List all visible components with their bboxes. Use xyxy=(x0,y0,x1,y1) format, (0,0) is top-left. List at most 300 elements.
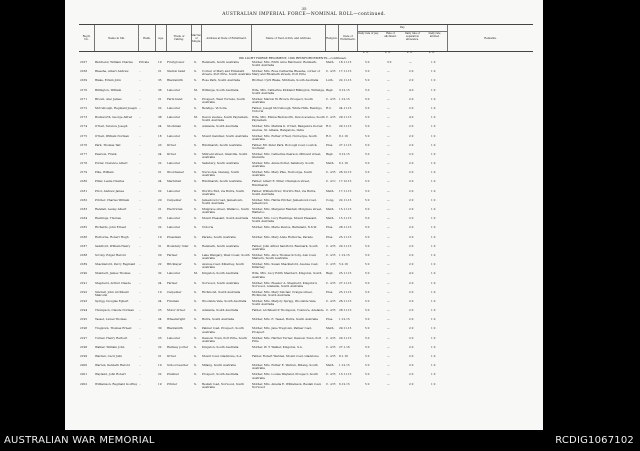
cell-rank: .. xyxy=(139,345,141,349)
cell-separation: 2 0 xyxy=(409,281,414,285)
cell-marital: S. xyxy=(194,106,197,110)
table-row xyxy=(79,291,533,300)
cell-pay-rate: 5 0 xyxy=(365,180,370,184)
cell-separation: 2 0 xyxy=(409,217,414,221)
cell-marital: M. xyxy=(194,88,198,92)
cell-allotment: — xyxy=(387,116,390,120)
cell-marital: S. xyxy=(194,281,197,285)
cell-allotted: 1 0 xyxy=(431,299,436,303)
cell-allotted: 1 0 xyxy=(431,373,436,377)
cell-regt-no: 2198 xyxy=(80,345,88,349)
cell-religion: C. of E. xyxy=(326,309,337,313)
cell-address: Hindmarsh, South Australia xyxy=(202,180,242,184)
cell-address: Jamestown road, Jamestown, South Australia xyxy=(202,198,244,206)
cell-trade: Farm hand xyxy=(167,97,183,101)
cell-trade: Fireman xyxy=(167,299,179,303)
cell-address: Bendigo, Victoria xyxy=(202,106,227,110)
cell-enlistment-date: 3.12.15 xyxy=(339,152,350,156)
cell-next-of-kin: Father, Joseph McCullough, White Hills, Bendigo, Victoria xyxy=(252,106,323,114)
cell-separation: 2 0 xyxy=(409,143,414,147)
cell-allotted: 1 0 xyxy=(431,290,436,294)
cell-marital: S. xyxy=(194,373,197,377)
cell-age: 24 xyxy=(158,281,162,285)
cell-allotment: — xyxy=(387,281,390,285)
cell-marital: S. xyxy=(194,336,197,340)
cell-allotment: — xyxy=(387,217,390,221)
cell-pay-rate: 5 0 xyxy=(365,272,370,276)
cell-regt-no: 2185 xyxy=(80,226,88,230)
cell-pay-rate: 5 0 xyxy=(365,364,370,368)
cell-rank: .. xyxy=(139,116,141,120)
header-religion: Religion. xyxy=(325,25,338,51)
cell-trade: Labourer xyxy=(167,162,181,166)
cell-regt-no: 2174 xyxy=(80,125,88,129)
cell-regt-no: 2195 xyxy=(80,318,88,322)
cell-next-of-kin: Father, Albert E. Piller, Champion street, Hindmarsh xyxy=(252,180,310,187)
cell-separation: 2 0 xyxy=(409,355,414,358)
table-row xyxy=(79,309,533,318)
cell-trade: Carpenter xyxy=(167,198,182,202)
cell-age: 21 xyxy=(158,97,162,101)
cell-separation: 2 0 xyxy=(409,162,414,166)
cell-trade: Labourer xyxy=(167,88,181,92)
cell-allotment: — xyxy=(387,355,390,358)
cell-allotment: — xyxy=(387,143,390,147)
cell-pay-rate: 5 0 xyxy=(365,318,370,322)
cell-separation: 2 0 xyxy=(409,79,414,83)
table-row xyxy=(79,144,533,153)
cell-pay-rate: 5 0 xyxy=(365,309,370,313)
cell-rank: .. xyxy=(139,364,141,368)
cell-religion: C. of E. xyxy=(326,244,337,248)
cell-separation: 2 0 xyxy=(409,180,414,184)
cell-religion: Meth. xyxy=(326,327,335,331)
cell-trade: Labourer xyxy=(167,272,181,276)
cell-address: Lake Wangary, West Coast, South Australia xyxy=(202,253,250,261)
cell-allotted: 1 0 xyxy=(431,309,436,313)
cell-trade: Motor driver xyxy=(167,309,186,313)
cell-name: Turner, Henry Herbert xyxy=(95,336,128,340)
cell-allotment: — xyxy=(387,272,390,276)
cell-enlistment-date: 17.12.15 xyxy=(339,180,352,184)
cell-religion: C. of C. xyxy=(326,180,337,184)
cell-pay-rate: 5 0 xyxy=(365,327,370,331)
cell-address: Mount Pleasant, South Australia xyxy=(202,217,249,221)
header-pay-sub2: Rate of allotment. xyxy=(384,32,397,38)
header-regt-no: Regtl. No. xyxy=(82,35,91,41)
cell-religion: C. of E. xyxy=(326,345,337,349)
table-row xyxy=(79,125,533,134)
cell-rank: .. xyxy=(139,327,141,331)
table-row xyxy=(79,245,533,254)
cell-trade: Driver xyxy=(167,152,177,156)
cell-age: 24 xyxy=(158,180,162,184)
cell-name: Shackleford, Percy Reginald xyxy=(95,263,136,267)
cell-allotted: 1 0 xyxy=(431,143,436,147)
cell-age: 24 xyxy=(158,125,162,129)
page-title: AUSTRALIAN IMPERIAL FORCE—NOMINAL ROLL—continued. xyxy=(222,12,386,17)
cell-rank: .. xyxy=(139,244,141,248)
cell-address: World's End, via Burra, South Australia xyxy=(202,189,245,196)
cell-next-of-kin: Mother, Mrs. E. Tasset, Burra, South Australia xyxy=(252,318,318,322)
table-row xyxy=(79,300,533,309)
cell-regt-no: 2191 xyxy=(80,281,88,285)
cell-next-of-kin: Mother, Mrs. Harriet Turner, Dawson Town, Port Pirie xyxy=(252,336,322,343)
cell-allotment: — xyxy=(387,171,390,175)
cell-pay-rate: 5 0 xyxy=(365,336,370,340)
cell-allotted: 1 0 xyxy=(431,106,436,110)
cell-religion: R.C. xyxy=(326,125,332,129)
cell-regt-no: 2173 xyxy=(80,116,88,120)
cell-marital: S. xyxy=(194,309,197,313)
cell-address: Richmond, South Australia xyxy=(202,290,241,294)
cell-age: 22 xyxy=(158,106,162,110)
cell-enlistment-date: 27.1.16 xyxy=(339,345,350,349)
cell-allotment: — xyxy=(387,309,390,313)
cell-separation: 2 0 xyxy=(409,125,414,129)
unit-label: s. d. xyxy=(385,51,391,54)
cell-marital: S. xyxy=(194,290,197,294)
cell-allotted: 1 0 xyxy=(431,208,436,211)
cell-name: Shepherd, Arthur Claude xyxy=(95,281,131,285)
table-row xyxy=(79,107,533,116)
cell-enlistment-date: 20.11.15 xyxy=(339,336,352,340)
cell-allotment: — xyxy=(387,263,390,267)
cell-separation: 2 0 xyxy=(409,327,414,331)
cell-religion: C. of E. xyxy=(326,382,337,386)
cell-trade: Farmer xyxy=(167,281,178,285)
header-age: Age. xyxy=(155,25,166,51)
cell-allotment: — xyxy=(387,79,390,83)
table-row xyxy=(79,70,533,79)
cell-trade: Bricklayer xyxy=(167,263,182,267)
cell-regt-no: 2181 xyxy=(80,189,88,193)
header-rank: Rank. xyxy=(138,25,155,51)
table-row xyxy=(79,263,533,272)
cell-regt-no: 2200 xyxy=(80,364,88,368)
cell-rank: .. xyxy=(139,281,141,285)
cell-next-of-kin: Mother, Mrs. Susan Shackleford, Avenue road, Killarney xyxy=(252,263,319,270)
cell-next-of-kin: Mother, Mrs. Catherine Pearson, Milicent street, Glenville xyxy=(252,152,322,160)
cell-next-of-kin: Father, Archibald P. Thompson, Tusmore, Adelaide xyxy=(252,309,324,313)
cell-pay-rate: 5 0 xyxy=(365,253,370,257)
cell-marital: S. xyxy=(194,198,197,202)
cell-religion: C. of E. xyxy=(326,299,337,303)
cell-regt-no: 2201 xyxy=(80,373,88,377)
cell-rank: .. xyxy=(139,318,141,322)
cell-pay-rate: 5 0 xyxy=(365,125,370,129)
cell-enlistment-date: 17.11.15 xyxy=(339,70,352,74)
cell-regt-no: 2179 xyxy=(80,171,88,175)
cell-age: 22 xyxy=(158,189,162,193)
cell-enlistment-date: 15.11.15 xyxy=(339,208,352,211)
cell-religion: Meth. xyxy=(326,189,335,193)
cell-separation: 4 0 xyxy=(409,116,414,120)
cell-pay-rate: 5 0 xyxy=(365,382,370,386)
cell-next-of-kin: Mother, Mrs. Mary Pike, Nuriootpa, South Australia xyxy=(252,171,313,178)
cell-allotment: — xyxy=(387,235,390,239)
cell-marital: S. xyxy=(194,61,197,64)
cell-allotted: 1 0 xyxy=(431,134,436,138)
cell-regt-no: 2170 xyxy=(80,88,88,92)
cell-address: Devon avenue, South Payneham, South Australia xyxy=(202,116,249,123)
cell-rank: .. xyxy=(139,290,141,294)
cell-next-of-kin: Father, William Prior, World's End, via Burra, South Australia xyxy=(252,189,317,196)
cell-name: Sandford, William Henry xyxy=(95,244,131,248)
table-row xyxy=(79,355,533,364)
cell-religion: R.C. xyxy=(326,106,332,110)
cell-name: Rawlings, Thomas xyxy=(95,217,121,221)
cell-marital: S. xyxy=(194,244,197,248)
cell-address: Corner of Mary and Elizabeth streets, Port Pirie, South Australia xyxy=(202,70,251,77)
cell-enlistment-date: 27.11.15 xyxy=(339,143,352,147)
cell-age: 22 xyxy=(158,373,162,377)
cell-name: Batchelor, William Charles xyxy=(95,61,133,64)
cell-rank: .. xyxy=(139,382,141,386)
cell-name: Budsworth, George Alfred xyxy=(95,116,133,120)
cell-rank: .. xyxy=(139,171,141,175)
table-row xyxy=(79,226,533,235)
cell-next-of-kin: Mother, Mrs. Louisa Wayland, Prospect, South Australia xyxy=(252,373,318,380)
cell-allotment: — xyxy=(387,253,390,257)
cell-age: 24 xyxy=(158,318,162,322)
cell-allotted: 1 0 xyxy=(431,61,436,64)
cell-religion: Pres. xyxy=(326,290,334,294)
cell-religion: C. of E. xyxy=(326,70,337,74)
cell-pay-rate: 5 0 xyxy=(365,373,370,377)
header-pay-sub3: Daily rate of separation allowance. xyxy=(404,32,420,41)
cell-name: Pitcher, Charles William xyxy=(95,198,130,202)
cell-name: Walker, William John xyxy=(95,345,125,349)
cell-name: Rutborne, Robert Hugh xyxy=(95,235,129,239)
cell-allotted: 1 0 xyxy=(431,97,436,101)
cell-name: Tasset, Lionel Thomas xyxy=(95,318,127,322)
cell-allotment: — xyxy=(387,290,390,294)
cell-allotment: — xyxy=(387,189,390,193)
cell-enlistment-date: 13.11.15 xyxy=(339,373,352,377)
cell-rank: .. xyxy=(139,70,141,74)
cell-rank: .. xyxy=(139,253,141,257)
cell-trade: Blacksmith xyxy=(167,79,183,83)
cell-separation: 2 0 xyxy=(409,382,414,386)
cell-allotted: 1 0 xyxy=(431,217,436,221)
cell-separation: 2 0 xyxy=(409,364,414,368)
cell-address: Adelaide, South Australia xyxy=(202,125,239,129)
cell-separation: 2 0 xyxy=(409,70,414,74)
table-row xyxy=(79,79,533,88)
cell-name: Billington, William xyxy=(95,88,122,92)
cell-age: 30 xyxy=(158,327,162,331)
cell-age: 19 xyxy=(158,364,162,368)
cell-age: 19 xyxy=(158,61,162,64)
cell-trade: Machinist xyxy=(167,180,182,184)
cell-allotment: — xyxy=(387,162,390,166)
cell-name: Warden, Cecil John xyxy=(95,355,123,358)
cell-trade: School teacher xyxy=(167,364,189,368)
cell-address: Mount road, Gladstone, S.A. xyxy=(202,355,243,358)
cell-allotted: 1 0 xyxy=(431,226,436,230)
cell-religion: C. of E. xyxy=(326,355,337,358)
cell-name: Wayland, John Robert xyxy=(95,373,126,377)
cell-pay-rate: 5 0 xyxy=(365,345,370,349)
cell-rank: .. xyxy=(139,217,141,221)
cell-regt-no: 2177 xyxy=(80,152,88,156)
cell-allotment: — xyxy=(387,226,390,230)
section-title: 8th LIGHT HORSE REGIMENT, 16th REINFORCEMENTS—continued. xyxy=(239,56,347,60)
header-next-of-kin: Name of Next-of-Kin, and Address. xyxy=(251,25,325,51)
cell-allotment: — xyxy=(387,125,390,129)
cell-allotment: — xyxy=(387,318,390,322)
cell-trade: Driver xyxy=(167,143,177,147)
cell-next-of-kin: Mother, Mrs. Lucy Rawlings, Mount Pleasant, South Australia xyxy=(252,217,318,224)
cell-rank: .. xyxy=(139,180,141,184)
cell-allotted: 1 0 xyxy=(431,162,436,166)
cell-age: 21 xyxy=(158,208,162,211)
cell-regt-no: 2188 xyxy=(80,253,88,257)
cell-next-of-kin: Mother, Mrs. Edith Alice Batchelor, Renmark, South Australia xyxy=(252,61,317,68)
cell-age: 24 xyxy=(158,299,162,303)
cell-rank: .. xyxy=(139,226,141,230)
page-number: 35 xyxy=(301,6,307,11)
cell-marital: S. xyxy=(194,235,197,239)
cell-religion: Bapt. xyxy=(326,152,334,156)
cell-trade: Stockman xyxy=(167,125,182,129)
cell-allotted: 1 0 xyxy=(431,180,436,184)
table-row xyxy=(79,318,533,327)
cell-name: Pike, William xyxy=(95,171,114,175)
cell-next-of-kin: Father, Robert Warden, Mount road, Gladstone xyxy=(252,355,319,358)
cell-separation: 2 0 xyxy=(409,198,414,202)
cell-religion: Cong. xyxy=(326,198,335,202)
cell-allotted: 1 0 xyxy=(431,355,436,358)
nominal-roll-table xyxy=(79,61,533,392)
cell-address: Renmark, South Australia xyxy=(202,244,239,248)
cell-enlistment-date: 8.1.16 xyxy=(339,134,348,138)
cell-next-of-kin: Father, John Alfred Sandford, Renmark, South Australia xyxy=(252,244,318,251)
cell-age: 20 xyxy=(158,198,162,202)
cell-address: Norwood, South Australia xyxy=(202,281,239,285)
cell-enlistment-date: 29.11.15 xyxy=(339,327,352,331)
footer-record-id: RCDIG1067102 xyxy=(555,435,634,446)
cell-rank: .. xyxy=(139,272,141,276)
cell-age: 35 xyxy=(158,79,162,83)
cell-allotted: 1 0 xyxy=(431,198,436,202)
cell-pay-rate: 5 0 xyxy=(365,355,370,358)
cell-religion: Meth. xyxy=(326,61,335,64)
cell-trade: Driver xyxy=(167,355,177,358)
cell-address: Kingston, South Australia xyxy=(202,272,239,276)
header-name: Name in full. xyxy=(94,25,138,51)
cell-trade: Blacksmith xyxy=(167,327,183,331)
table-row xyxy=(79,153,533,162)
archive-footer xyxy=(0,431,640,451)
cell-address: Adelaide, South Australia xyxy=(202,309,239,313)
cell-pay-rate: 5 0 xyxy=(365,134,370,138)
cell-allotment: — xyxy=(387,180,390,184)
cell-separation: 2 0 xyxy=(409,336,414,340)
cell-trade: Labourer xyxy=(167,189,181,193)
cell-name: Potter, Clarence Albert xyxy=(95,162,128,166)
cell-age: 19 xyxy=(158,235,162,239)
cell-regt-no: 2172 xyxy=(80,106,88,110)
table-row xyxy=(79,199,533,208)
cell-address: Victoria xyxy=(202,226,214,230)
cell-religion: C. of E. xyxy=(326,373,337,377)
cell-separation: 2 0 xyxy=(409,309,414,313)
cell-rank: .. xyxy=(139,143,141,147)
cell-address: Prospect, West Torrens, South Australia xyxy=(202,97,246,104)
cell-address: Mount Gambier, South Australia xyxy=(202,134,248,138)
cell-next-of-kin: Mother, Marion W. Brown, Prospect, South Australia xyxy=(252,97,313,104)
cell-separation: 2 0 xyxy=(409,299,414,303)
cell-marital: S. xyxy=(194,134,197,138)
cell-separation: 2 0 xyxy=(409,244,414,248)
cell-allotted: 1 0 xyxy=(431,253,436,257)
cell-trade: Plumber xyxy=(167,373,180,377)
cell-allotted: 1 0 xyxy=(431,318,436,322)
cell-next-of-kin: Mother, Mrs. Matilda K. O'Neil, Bangalore Dorset avenue, St. Albans, Bangalore, India xyxy=(252,125,323,132)
cell-enlistment-date: 3.12.15 xyxy=(339,88,350,92)
cell-rank: .. xyxy=(139,189,141,193)
cell-rank: .. xyxy=(139,79,141,83)
cell-separation: 2 0 xyxy=(409,235,414,239)
cell-regt-no: 2178 xyxy=(80,162,88,166)
cell-allotted: 1 0 xyxy=(431,244,436,248)
cell-separation: 4 0 xyxy=(409,272,414,276)
cell-enlistment-date: 1.12.15 xyxy=(339,97,350,101)
cell-rank: Private xyxy=(139,61,150,64)
cell-allotment: — xyxy=(387,152,390,156)
cell-name: Richards, John Ernest xyxy=(95,226,127,230)
cell-religion: Pres. xyxy=(326,143,334,147)
cell-separation: 2 0 xyxy=(409,134,414,138)
cell-name: Brown, Alec James xyxy=(95,97,122,101)
cell-address: Renmark, South Australia xyxy=(202,61,239,64)
cell-religion: C. of E. xyxy=(326,263,337,267)
cell-pay-rate: 5 0 xyxy=(365,143,370,147)
cell-religion: C. of E. xyxy=(326,281,337,285)
cell-trade: Boundary rider xyxy=(167,244,189,248)
cell-separation: 2 0 xyxy=(409,152,414,156)
cell-regt-no: 2192 xyxy=(80,290,88,294)
cell-separation: 2 0 xyxy=(409,208,414,211)
cell-enlistment-date: 15.11.15 xyxy=(339,217,352,221)
cell-separation: 2 0 xyxy=(409,171,414,175)
cell-enlistment-date: 6.12.15 xyxy=(339,382,350,386)
cell-enlistment-date: 27.11.15 xyxy=(339,281,352,285)
cell-next-of-kin: Mother, Mrs. Mary Anne Rutborne, Parade xyxy=(252,235,313,239)
cell-enlistment-date: 8.1.16 xyxy=(339,355,348,358)
cell-rank: .. xyxy=(139,373,141,377)
cell-age: 24 xyxy=(158,152,162,156)
cell-regt-no: 2189 xyxy=(80,263,88,267)
cell-pay-rate: 5 0 xyxy=(365,281,370,285)
cell-pay-rate: 5 0 xyxy=(365,116,370,120)
cell-address: Milicent street, Glenville, South Australia xyxy=(202,152,248,160)
cell-pay-rate: 5 0 xyxy=(365,171,370,175)
cell-pay-rate: 5 0 xyxy=(365,106,370,110)
section-heading xyxy=(79,56,533,60)
cell-marital: S. xyxy=(194,345,197,349)
cell-name: Williamson, Reginald Godfrey xyxy=(95,382,138,386)
cell-age: 38 xyxy=(158,116,162,120)
table-row xyxy=(79,162,533,171)
cell-allotted: 1 0 xyxy=(431,263,436,267)
cell-age: 23 xyxy=(158,309,162,313)
cell-address: Milang, South Australia xyxy=(202,364,236,368)
cell-pay-rate: 5 0 xyxy=(365,97,370,101)
cell-pay-rate: 5 0 xyxy=(365,235,370,239)
